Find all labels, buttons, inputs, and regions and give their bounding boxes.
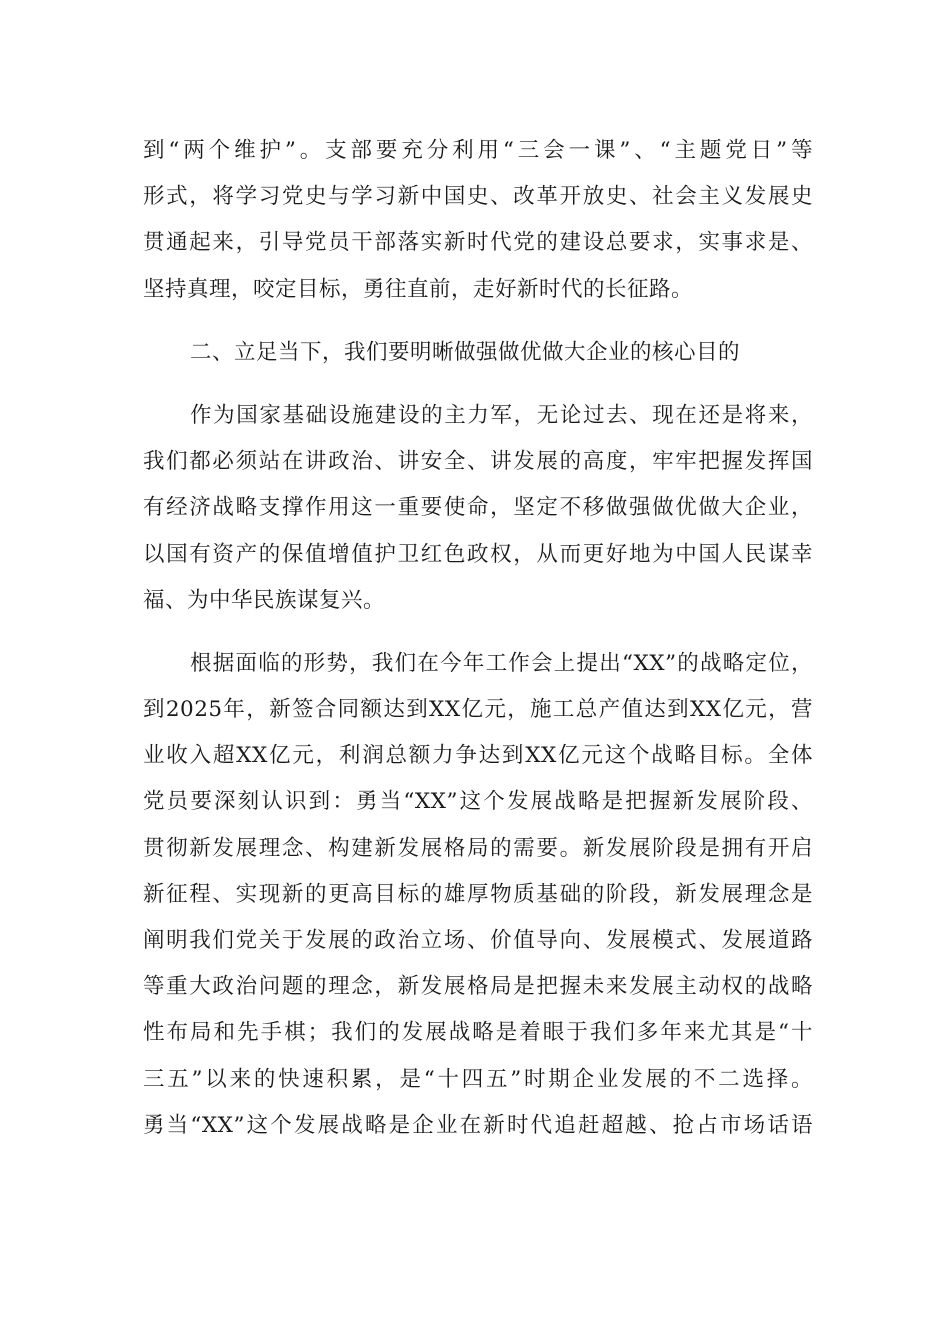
paragraph-2 bbox=[143, 393, 813, 624]
paragraph-3 bbox=[143, 641, 813, 1149]
text-line: 坚持真理，咬定目标，勇往直前，走好新时代的长征路。 bbox=[143, 276, 694, 302]
text-line: 根据面临的形势，我们在今年工作会上提出“XX”的战略定位， bbox=[190, 650, 813, 676]
text-line: 作为国家基础设施建设的主力军，无论过去、现在还是将来， bbox=[190, 402, 813, 428]
text-line: 性布局和先手棋；我们的发展战略是着眼于我们多年来尤其是“十 bbox=[143, 1020, 813, 1046]
text-line: 福、为中华民族谋复兴。 bbox=[143, 587, 386, 613]
paragraph-1 bbox=[143, 128, 813, 313]
text-line: 等重大政治问题的理念，新发展格局是把握未来发展主动权的战略 bbox=[143, 974, 813, 1000]
heading-text: 二、立足当下，我们要明晰做强做优做大企业的核心目的 bbox=[190, 339, 741, 365]
text-line: 三五”以来的快速积累，是“十四五”时期企业发展的不二选择。 bbox=[143, 1066, 813, 1092]
text-line: 有经济战略支撑作用这一重要使命，坚定不移做强做优做大企业， bbox=[143, 495, 813, 521]
text-line: 我们都必须站在讲政治、讲安全、讲发展的高度，牢牢把握发挥国 bbox=[143, 449, 813, 475]
text-line: 贯通起来，引导党员干部落实新时代党的建设总要求，实事求是、 bbox=[143, 230, 813, 256]
text-line: 新征程、实现新的更高目标的雄厚物质基础的阶段，新发展理念是 bbox=[143, 881, 813, 907]
document-body bbox=[143, 128, 813, 1149]
text-line: 阐明我们党关于发展的政治立场、价值导向、发展模式、发展道路 bbox=[143, 928, 813, 953]
text-line: 贯彻新发展理念、构建新发展格局的需要。新发展阶段是拥有开启 bbox=[143, 835, 813, 861]
text-line: 党员要深刻认识到：勇当“XX”这个发展战略是把握新发展阶段、 bbox=[143, 789, 813, 815]
text-line: 到2025年，新签合同额达到XX亿元，施工总产值达到XX亿元，营 bbox=[143, 697, 813, 723]
text-line: 业收入超XX亿元，利润总额力争达到XX亿元这个战略目标。全体 bbox=[143, 743, 813, 769]
text-line: 以国有资产的保值增值护卫红色政权，从而更好地为中国人民谋幸 bbox=[143, 541, 813, 567]
text-line: 形式，将学习党史与学习新中国史、改革开放史、社会主义发展史 bbox=[143, 184, 813, 210]
text-line: 勇当“XX”这个发展战略是企业在新时代追赶超越、抢占市场话语 bbox=[143, 1112, 813, 1138]
text-line: 到“两个维护”。支部要充分利用“三会一课”、“主题党日”等 bbox=[143, 138, 813, 163]
section-heading bbox=[143, 330, 813, 376]
